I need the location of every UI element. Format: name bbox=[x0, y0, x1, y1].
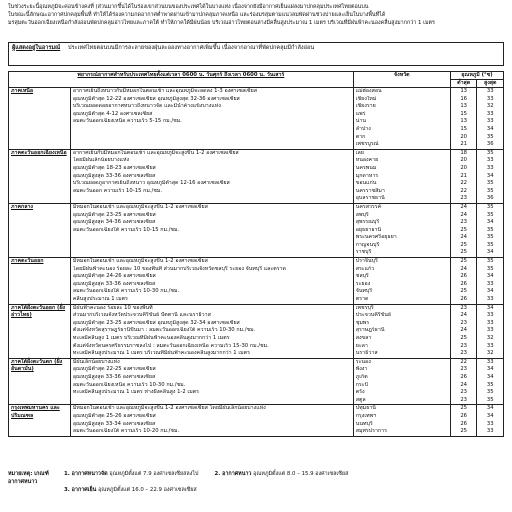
max-temp-cell-line: 34 bbox=[486, 405, 494, 412]
province-cell-line: ภูเก็ต bbox=[355, 373, 368, 380]
province-cell bbox=[353, 203, 450, 257]
province-cell-line: จันทบุรี bbox=[355, 288, 373, 295]
min-temp-cell-line: 26 bbox=[460, 273, 468, 280]
province-cell bbox=[353, 88, 450, 150]
table-row bbox=[9, 88, 504, 150]
province-cell bbox=[353, 149, 450, 203]
min-temp-cell bbox=[450, 405, 477, 436]
table-row bbox=[9, 405, 504, 436]
province-cell-line: หนองคาย bbox=[355, 157, 379, 164]
region-cell bbox=[9, 405, 71, 436]
forecast-detail-line: ตั้งแต่จังหวัดสุราษฎร์ธานีขึ้นมา : ลมตะวันออกเฉียงใต้ ความเร็ว 10-30 กม./ชม. bbox=[72, 327, 256, 334]
max-temp-cell-line: 35 bbox=[486, 226, 494, 233]
province-cell-line: แพร่ bbox=[355, 110, 366, 117]
max-temp-cell-line: 33 bbox=[486, 420, 494, 427]
region-cell bbox=[9, 358, 71, 405]
province-cell-line: ตรัง bbox=[355, 389, 365, 396]
caution-title: ผู้แสดงอยู่ในอารมณ์ bbox=[12, 45, 61, 51]
max-temp-cell-line: 32 bbox=[486, 103, 494, 110]
region-cell bbox=[9, 203, 71, 257]
max-temp-cell-line: 33 bbox=[486, 342, 494, 349]
forecast-detail-line: อุณหภูมิสูงสุด 33-36 องศาเซลเซียส bbox=[72, 373, 156, 380]
province-cell-line: สุราษฎร์ธานี bbox=[355, 327, 385, 334]
min-temp-cell-line: 26 bbox=[460, 296, 468, 303]
province-cell-line: กรุงเทพฯ bbox=[355, 412, 377, 419]
forecast-detail-line: ลมตะวันออก ความเร็ว 10-15 กม./ชม. bbox=[72, 187, 163, 194]
max-temp-cell-line: 35 bbox=[486, 203, 494, 210]
region-name: ภาคใต้ฝั่งตะวันออก (ฝั่งอ่าวไทย) bbox=[11, 304, 66, 319]
min-temp-cell-line: 24 bbox=[460, 265, 468, 272]
province-cell-line: นนทบุรี bbox=[355, 420, 373, 427]
province-cell-line: เลย bbox=[355, 149, 364, 156]
province-cell-line: น่าน bbox=[355, 118, 366, 125]
max-temp-cell-line: 35 bbox=[486, 234, 494, 241]
max-temp-cell-line: 33 bbox=[486, 95, 494, 102]
forecast-detail-line: อุณหภูมิต่ำสุด 4-12 องศาเซลเซียส bbox=[72, 110, 153, 117]
min-temp-cell-line: 22 bbox=[460, 358, 468, 365]
province-cell bbox=[353, 405, 450, 436]
forecast-detail-line: อุณหภูมิต่ำสุด 12-22 องศาเซลเซียส อุณหภูมิสูงสุด 32-36 องศาเซลเซียส bbox=[72, 95, 240, 102]
min-temp-cell-line: 21 bbox=[460, 141, 468, 148]
forecast-detail-line: ทะเลมีคลื่นสูง 1 เมตร บริเวณที่มีฝนฟ้าคะนองคลื่นสูงมากกว่า 1 เมตร bbox=[72, 335, 230, 341]
forecast-detail-line: มีหมอกในตอนเช้า และอุณหภูมิจะสูงขึ้น 1-2 องศาเซลเซียส bbox=[72, 258, 208, 265]
max-temp-cell-line: 34 bbox=[486, 219, 494, 226]
caution-box bbox=[8, 42, 504, 66]
min-temp-cell-line: 24 bbox=[460, 211, 468, 218]
region-name: กรุงเทพมหานคร และปริมณฑล bbox=[11, 405, 60, 419]
province-cell-line: พังงา bbox=[355, 366, 368, 373]
province-cell-line: พระนครศรีอยุธยา bbox=[355, 234, 397, 241]
min-temp-cell-line: 13 bbox=[460, 88, 468, 94]
legend-row-2 bbox=[8, 486, 504, 494]
province-cell-line: ชุมพร bbox=[355, 319, 370, 326]
max-temp-cell-line: 34 bbox=[486, 273, 494, 280]
max-temp-cell-line: 33 bbox=[486, 118, 494, 125]
forecast-detail-line: มีหมอกในตอนเช้า และอุณหภูมิจะสูงขึ้น 1-2 องศาเซลเซียส bbox=[72, 203, 208, 210]
province-cell-line: ระนอง bbox=[355, 358, 371, 365]
legend-item-3: 3. อากาศเย็น อุณหภูมิตั้งแต่ 16.0 – 22.9 องศาเซลเซียส bbox=[64, 487, 197, 493]
table-header-temp: อุณหภูมิ (°ซ) bbox=[450, 72, 503, 80]
min-temp-cell-line: 24 bbox=[460, 312, 468, 319]
max-temp-cell-line: 36 bbox=[486, 141, 494, 148]
min-temp-cell-line: 25 bbox=[460, 258, 468, 265]
min-temp-cell-line: 25 bbox=[460, 226, 468, 233]
min-temp-cell-line: 23 bbox=[460, 319, 468, 326]
intro-line-1: ในช่วงระยะนี้อุณหภูมิจะค่อนข้างคงที่ (ส่วนมากขึ้นได้ในร่องเขาส่วนบนของประเทศได้ในบางแห่ง เนื่องจากยังมีอากาศเย็นแผ่ลงมาปกคลุมประเทศไทยตอนบน bbox=[8, 4, 369, 10]
max-temp-cell-line: 35 bbox=[486, 265, 494, 272]
max-temp-cell-line: 34 bbox=[486, 366, 494, 373]
province-cell-line: เพชรบุรี bbox=[355, 304, 374, 311]
min-temp-cell bbox=[450, 88, 477, 150]
table-row bbox=[9, 258, 504, 305]
min-temp-cell-line: 24 bbox=[460, 381, 468, 388]
forecast-detail bbox=[70, 358, 353, 405]
forecast-table bbox=[8, 71, 504, 437]
min-temp-cell-line: 23 bbox=[460, 219, 468, 226]
province-cell-line: กระบี่ bbox=[355, 381, 368, 388]
province-cell-line: ตราด bbox=[355, 296, 369, 303]
min-temp-cell-line: 25 bbox=[460, 241, 468, 248]
min-temp-cell-line: 26 bbox=[460, 412, 468, 419]
province-cell-line: ตาก bbox=[355, 133, 366, 140]
forecast-detail-line: มีฝนเล็กน้อยบางแห่ง bbox=[72, 358, 120, 365]
max-temp-cell-line: 35 bbox=[486, 180, 494, 187]
min-temp-cell bbox=[450, 149, 477, 203]
province-cell-line: สงขลา bbox=[355, 335, 372, 341]
province-cell-line: อยุธยาธานี bbox=[355, 226, 382, 233]
province-cell-line: นครสวรรค์ bbox=[355, 203, 382, 210]
region-name: ภาคเหนือ bbox=[11, 88, 34, 94]
max-temp-cell-line: 33 bbox=[486, 358, 494, 365]
min-temp-cell-line: 25 bbox=[460, 405, 468, 412]
forecast-detail-line: อุณหภูมิสูงสุด 33-34 องศาเซลเซียส bbox=[72, 420, 156, 427]
max-temp-cell bbox=[477, 405, 504, 436]
max-temp-cell-line: 33 bbox=[486, 327, 494, 334]
region-name: ภาคตะวันออกเฉียงเหนือ bbox=[11, 149, 67, 156]
province-cell bbox=[353, 304, 450, 358]
min-temp-cell-line: 24 bbox=[460, 234, 468, 241]
table-header-province: จังหวัด bbox=[353, 72, 450, 88]
forecast-detail-line: อุณหภูมิต่ำสุด 23-25 องศาเซลเซียส bbox=[72, 211, 156, 218]
forecast-detail-line: อุณหภูมิสูงสุด 33-36 องศาเซลเซียส bbox=[72, 172, 156, 179]
max-temp-cell bbox=[477, 304, 504, 358]
max-temp-cell-line: 32 bbox=[486, 350, 494, 357]
max-temp-cell-line: 35 bbox=[486, 187, 494, 194]
region-name: ภาคตะวันออก bbox=[11, 258, 44, 265]
forecast-detail-line: อุณหภูมิต่ำสุด 23-25 องศาเซลเซียส อุณหภูมิสูงสุด 32-34 องศาเซลเซียส bbox=[72, 319, 240, 326]
forecast-detail bbox=[70, 405, 353, 436]
min-temp-cell-line: 22 bbox=[460, 180, 468, 187]
forecast-detail-line: ลมตะวันออกเฉียงเหนือ ความเร็ว 5-15 กม./ชม. bbox=[72, 118, 182, 125]
legend-item-2: 2. อากาศหนาว อุณหภูมิตั้งแต่ 8.0 – 15.9 องศาเซลเซียส bbox=[214, 471, 349, 477]
province-cell-line: นราธิวาส bbox=[355, 350, 378, 357]
max-temp-cell-line: 35 bbox=[486, 241, 494, 248]
max-temp-cell-line: 36 bbox=[486, 195, 494, 202]
forecast-detail bbox=[70, 88, 353, 150]
table-row bbox=[9, 304, 504, 358]
forecast-detail-line: มีหมอกในตอนเช้า และอุณหภูมิจะสูงขึ้น 1-2 องศาเซลเซียส โดยมีฝนเล็กน้อยบางแห่ง bbox=[72, 405, 266, 412]
table-header-row bbox=[9, 72, 504, 80]
max-temp-cell-line: 35 bbox=[486, 258, 494, 265]
province-cell-line: นครพนม bbox=[355, 164, 377, 171]
max-temp-cell bbox=[477, 258, 504, 305]
max-temp-cell-line: 34 bbox=[486, 373, 494, 380]
max-temp-cell-line: 33 bbox=[486, 319, 494, 326]
min-temp-cell-line: 24 bbox=[460, 203, 468, 210]
min-temp-cell-line: 26 bbox=[460, 280, 468, 287]
province-cell-line: ลำปาง bbox=[355, 125, 371, 132]
forecast-detail-line: ทะเลมีคลื่นสูงประมาณ 1 เมตร ห่างฝั่งคลื่นสูง 1-2 เมตร bbox=[72, 389, 200, 396]
province-cell-line: นครราชสีมา bbox=[355, 187, 385, 194]
province-cell-line: อุบลราชธานี bbox=[355, 195, 385, 202]
max-temp-cell-line: 34 bbox=[486, 172, 494, 179]
min-temp-cell bbox=[450, 358, 477, 405]
max-temp-cell-line: 35 bbox=[486, 389, 494, 396]
table-row bbox=[9, 203, 504, 257]
min-temp-cell bbox=[450, 203, 477, 257]
province-cell-line: ขอนแก่น bbox=[355, 180, 377, 187]
province-cell-line: แม่ฮ่องสอน bbox=[355, 88, 382, 94]
province-cell bbox=[353, 358, 450, 405]
max-temp-cell-line: 32 bbox=[486, 335, 494, 341]
min-temp-cell bbox=[450, 258, 477, 305]
max-temp-cell-line: 33 bbox=[486, 280, 494, 287]
forecast-detail-line: มีฝนฟ้าคะนอง ร้อยละ 10 ของพื้นที่ bbox=[72, 304, 153, 311]
min-temp-cell-line: 26 bbox=[460, 373, 468, 380]
province-cell-line: กาญจนบุรี bbox=[355, 241, 380, 248]
min-temp-cell-line: 13 bbox=[460, 103, 468, 110]
forecast-detail-line: อุณหภูมิต่ำสุด 22-25 องศาเซลเซียส bbox=[72, 366, 156, 373]
forecast-detail-line: อากาศเย็นกับมีหมอกในตอนเช้า และอุณหภูมิจะสูงขึ้น 1-2 องศาเซลเซียส bbox=[72, 149, 239, 156]
min-temp-cell-line: 23 bbox=[460, 389, 468, 396]
forecast-detail-line: อุณหภูมิต่ำสุด 18-23 องศาเซลเซียส bbox=[72, 164, 156, 171]
min-temp-cell-line: 22 bbox=[460, 187, 468, 194]
province-cell-line: สุพรรณบุรี bbox=[355, 219, 380, 226]
forecast-detail-line: อุณหภูมิสูงสุด 33-36 องศาเซลเซียส bbox=[72, 280, 156, 287]
intro-line-3: มรสุมตะวันออกเฉียงเหนือกำลังอ่อนพัดปกคลุมอ่าวไทยและภาคใต้ ทำให้ภาคใต้มีฝนน้อย บริเวณอ่าวไทยตอนล่างมีคลื่นสูงประมาณ 1 เมตร บริเวณที่มีฝนฟ้าคะนองคลื่นสูงมากกว่า 1 เมตร bbox=[8, 20, 435, 26]
min-temp-cell-line: 13 bbox=[460, 118, 468, 125]
region-cell bbox=[9, 149, 71, 203]
max-temp-cell-line: 35 bbox=[486, 149, 494, 156]
forecast-detail-line: คลื่นสูงประมาณ 1 เมตร bbox=[72, 296, 128, 303]
max-temp-cell-line: 35 bbox=[486, 381, 494, 388]
province-cell-line: เชียงใหม่ bbox=[355, 95, 377, 102]
table-header-main: พยากรณ์อากาศสำหรับประเทศไทยตั้งแต่เวลา 0600 น. วันศุกร์ ถึงเวลา 0600 น. วันเสาร์ bbox=[9, 72, 354, 88]
table-header-max: สูงสุด bbox=[477, 80, 504, 88]
forecast-detail-line: บริเวณยอดภูอากาศเย็นถึงหนาว อุณหภูมิต่ำสุด 12-16 องศาเซลเซียส bbox=[72, 180, 230, 187]
max-temp-cell-line: 34 bbox=[486, 125, 494, 132]
max-temp-cell-line: 33 bbox=[486, 157, 494, 164]
legend-label: หมายเหตุ: เกณฑ์อากาศหนาว bbox=[8, 471, 49, 485]
min-temp-cell-line: 23 bbox=[460, 396, 468, 403]
forecast-detail bbox=[70, 149, 353, 203]
max-temp-cell-line: 34 bbox=[486, 249, 494, 256]
province-cell-line: ยะลา bbox=[355, 342, 368, 349]
province-cell-line: เพชรบูรณ์ bbox=[355, 141, 379, 148]
min-temp-cell-line: 21 bbox=[460, 172, 468, 179]
province-cell-line: สระแก้ว bbox=[355, 265, 375, 272]
forecast-detail bbox=[70, 203, 353, 257]
table-row bbox=[9, 149, 504, 203]
province-cell-line: สตูล bbox=[355, 396, 366, 403]
min-temp-cell-line: 25 bbox=[460, 249, 468, 256]
max-temp-cell-line: 34 bbox=[486, 288, 494, 295]
min-temp-cell-line: 20 bbox=[460, 164, 468, 171]
table-header-min: ต่ำสุด bbox=[450, 80, 477, 88]
min-temp-cell bbox=[450, 304, 477, 358]
min-temp-cell-line: 23 bbox=[460, 342, 468, 349]
table-row bbox=[9, 358, 504, 405]
forecast-detail-line: บริเวณยอดดอยอากาศหนาวถึงหนาวจัด และมีน้ำค้างแข็งบางแห่ง bbox=[72, 103, 221, 110]
max-temp-cell-line: 33 bbox=[486, 164, 494, 171]
intro-paragraph bbox=[8, 3, 504, 27]
forecast-detail-line: ทะเลมีคลื่นสูงประมาณ 1 เมตร บริเวณที่มีฝนฟ้าคะนองคลื่นสูงมากกว่า 1 เมตร bbox=[72, 350, 250, 357]
max-temp-cell-line: 35 bbox=[486, 396, 494, 403]
max-temp-cell bbox=[477, 203, 504, 257]
province-cell-line: ลพบุรี bbox=[355, 211, 369, 218]
max-temp-cell-line: 35 bbox=[486, 211, 494, 218]
province-cell-line: ปราจีนบุรี bbox=[355, 258, 378, 265]
intro-line-2: ในขณะนี้ลักษณะอากาศปกคลุมพื้นที่ ทำให้ได้ร่องความกดอากาศต่ำพาดผ่านเข้ามาปกคลุมภาคเหนือ และร่องมรสุมตามแนวลมพัดผ่านช่วงบ่ายและเย็นในบางพื้นที่ได้ bbox=[8, 12, 386, 18]
region-name: ภาคใต้ฝั่งตะวันตก (ฝั่งอันดามัน) bbox=[11, 358, 63, 373]
forecast-detail-line: ลมตะวันออกเฉียงเหนือ ความเร็ว 10-30 กม./ชม. bbox=[72, 381, 186, 388]
forecast-detail-line: อากาศเย็นถึงหนาวกับมีหมอกในตอนเช้า และอุณหภูมิจะลดลง 1-3 องศาเซลเซียส bbox=[72, 88, 257, 94]
legend-item-1: 1. อากาศหนาวจัด อุณหภูมิตั้งแต่ 7.9 องศาเซลเซียสลงไป bbox=[64, 471, 199, 477]
max-temp-cell-line: 33 bbox=[486, 428, 494, 435]
province-cell-line: ชลบุรี bbox=[355, 273, 369, 280]
min-temp-cell-line: 23 bbox=[460, 366, 468, 373]
min-temp-cell-line: 15 bbox=[460, 125, 468, 132]
forecast-detail-line: ลมตะวันออกเฉียงใต้ ความเร็ว 10-30 กม./ชม. bbox=[72, 288, 180, 295]
min-temp-cell-line: 23 bbox=[460, 350, 468, 357]
table-body bbox=[9, 88, 504, 437]
min-temp-cell-line: 16 bbox=[460, 95, 468, 102]
caution-text: ประเทศไทยตอนบนมีการละลายของฝุ่นละอองทางอากาศเพิ่มขึ้น เนื่องจากอาณาที่พัดปกคลุมมีกำลังอ่อน bbox=[68, 45, 315, 51]
region-name: ภาคกลาง bbox=[11, 203, 34, 210]
province-cell-line: ราชบุรี bbox=[355, 249, 372, 256]
min-temp-cell-line: 23 bbox=[460, 195, 468, 202]
province-cell-line: ระยอง bbox=[355, 280, 371, 287]
max-temp-cell-line: 33 bbox=[486, 312, 494, 319]
max-temp-cell bbox=[477, 88, 504, 150]
max-temp-cell-line: 34 bbox=[486, 304, 494, 311]
province-cell-line: เชียงราย bbox=[355, 103, 376, 110]
region-cell bbox=[9, 88, 71, 150]
province-cell-line: สมุทรปราการ bbox=[355, 428, 387, 435]
min-temp-cell-line: 25 bbox=[460, 288, 468, 295]
region-cell bbox=[9, 258, 71, 305]
max-temp-cell-line: 34 bbox=[486, 412, 494, 419]
forecast-detail bbox=[70, 258, 353, 305]
forecast-detail bbox=[70, 304, 353, 358]
province-cell bbox=[353, 258, 450, 305]
forecast-detail-line: อุณหภูมิต่ำสุด 25-26 องศาเซลเซียส bbox=[72, 412, 156, 419]
min-temp-cell-line: 23 bbox=[460, 304, 468, 311]
min-temp-cell-line: 20 bbox=[460, 133, 468, 140]
min-temp-cell-line: 26 bbox=[460, 420, 468, 427]
region-cell bbox=[9, 304, 71, 358]
min-temp-cell-line: 24 bbox=[460, 327, 468, 334]
province-cell-line: ประจวบคีรีขันธ์ bbox=[355, 312, 392, 319]
province-cell-line: ปทุมธานี bbox=[355, 405, 376, 412]
forecast-detail-line: ส่วนมากบริเวณจังหวัดประจวบคีรีขันธ์ ปัตตานี และนราธิวาส bbox=[72, 312, 211, 319]
forecast-detail-line: โดยมีฝนเล็กน้อยบางแห่ง bbox=[72, 157, 130, 164]
legend bbox=[8, 470, 504, 494]
forecast-detail-line: อุณหภูมิต่ำสุด 24-26 องศาเซลเซียส bbox=[72, 273, 156, 280]
min-temp-cell-line: 15 bbox=[460, 110, 468, 117]
max-temp-cell bbox=[477, 149, 504, 203]
legend-row bbox=[8, 470, 504, 486]
min-temp-cell-line: 20 bbox=[460, 157, 468, 164]
max-temp-cell-line: 33 bbox=[486, 88, 494, 94]
max-temp-cell-line: 33 bbox=[486, 296, 494, 303]
forecast-detail-line: โดยมีฝนฟ้าคะนอง ร้อยละ 10 ของพื้นที่ ส่วนมากบริเวณจังหวัดชลบุรี ระยอง จันทบุรี และตราด bbox=[72, 265, 286, 272]
forecast-detail-line: อุณหภูมิสูงสุด 34-36 องศาเซลเซียส bbox=[72, 219, 156, 226]
max-temp-cell bbox=[477, 358, 504, 405]
forecast-detail-line: ลมตะวันออกเฉียงใต้ ความเร็ว 10-20 กม./ชม. bbox=[72, 428, 180, 435]
forecast-detail-line: ตั้งแต่จังหวัดนครศรีธรรมราชลงไป : ลมตะวันออกเฉียงเหนือ ความเร็ว 15-30 กม./ชม. bbox=[72, 342, 269, 349]
min-temp-cell-line: 18 bbox=[460, 149, 468, 156]
max-temp-cell-line: 33 bbox=[486, 110, 494, 117]
max-temp-cell-line: 35 bbox=[486, 133, 494, 140]
province-cell-line: มุกดาหาร bbox=[355, 172, 379, 179]
forecast-detail-line: ลมตะวันออกเฉียงใต้ ความเร็ว 10-15 กม./ชม. bbox=[72, 226, 180, 233]
min-temp-cell-line: 25 bbox=[460, 428, 468, 435]
min-temp-cell-line: 25 bbox=[460, 335, 468, 341]
